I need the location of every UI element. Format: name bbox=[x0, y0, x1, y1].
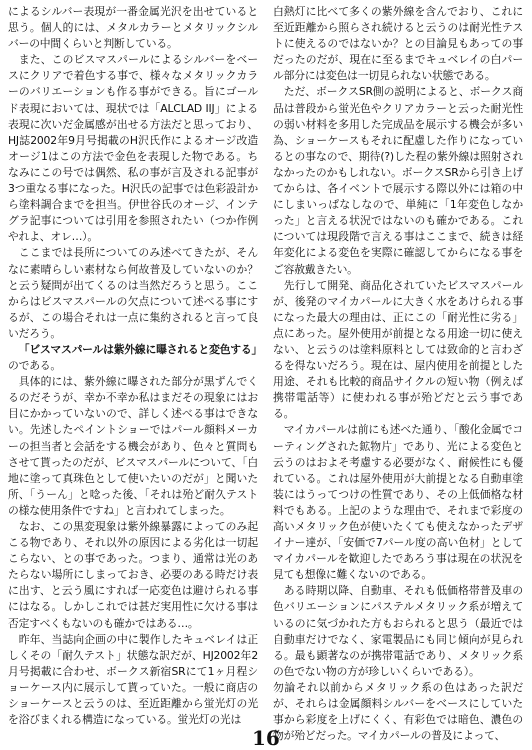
paragraph: 先行して開発、商品化されていたビスマスパールが、後発のマイカパールに大きく水をあけられる事になった最大の理由は、正にこの「耐光性に劣る」点にあった。屋外使用が前提となる用途一切に使えない、と云うのは塗料原料としては致命的と言わざるを得ないだろう。現在は、屋内使用を前提とした用途、それも比較的商品サイクルの短い物（例えば携帯電話等）に使われる事が殆どだと云う事である。 bbox=[273, 278, 523, 421]
paragraph: 白熱灯に比べて多くの紫外線を含んでおり、これに至近距離から照らされ続けると云うのは耐光性テストに使えるのではないか？との目論見もあっての事だったのだが、現在に至るまでキュベレイの白パール部分には変色は一切見られない状態である。 bbox=[273, 5, 523, 83]
left-column bbox=[8, 4, 263, 728]
right-column bbox=[273, 4, 523, 744]
paragraph: 具体的には、紫外線に曝された部分が黒ずんでくるのだそうが、幸か不幸か私はまだその現象にはお目にかかっていないので、詳しく述べる事はできない。先述したペイントショーではパール顔料メーカーの担当者と会話をする機会があり、色々と質問もさせて貰ったのだが、ビスマスパールについて、「白地に塗って真珠色として使いたいのだが」と聞いた所、「うーん」と唸った後、「それは殆ど耐久テストの様な使用条件ですね」と言われてしまった。 bbox=[8, 375, 258, 517]
paragraph: また、このビスマスパールによるシルバーをベースにクリアで着色する事で、様々なメタリックカラーのバリエーションも作る事ができる。旨にゴールド表現においては、現状では「ALCLAD IIJ」による表現に次いだ金属感が出せる方法だと思っており、HJ誌2002年9月号掲載のH沢氏作によるオージ改造オージ1はこの方法で金色を表現した物である。ちなみにこの号では偶然、私の事が言及される記事が3つ重なる事になった。H沢氏の記事では色彩設計から塗料調合までを担当。伊世谷氏のオージ、インテグラ記事については引用を参照されたい（つか作例やれよ、オレ…）。 bbox=[8, 53, 258, 244]
paragraph: 昨年、当誌向企画の中に製作したキュベレイは正しくその「耐久テスト」状態な訳だが、HJ2002年2月号掲載に合わせ、ボークス新宿SRにて1ヶ月程ショーケース内に展示して貰っていた。一般に商店のショーケースと云うのは、至近距離から蛍光灯の光を浴びまくれる構造になっている。蛍光灯の光は bbox=[8, 632, 258, 727]
paragraph: ここまでは長所についてのみ述べてきたが、そんなに素晴らしい素材なら何故普及していないのか？と云う疑問が出てくるのは当然だろうと思う。ここからはビスマスパールの欠点について述べる事にするが、この場合それは一点に集約されると言って良いだろう。 bbox=[8, 246, 258, 340]
paragraph: 勿論それ以前からメタリック系の色はあった訳だが、それらは金属顔料シルバーをベースにしていた事から彩度を上げにくく、有彩色では暗色、濃色の物が殆どだった。マイカパールの普及によって、 bbox=[273, 680, 523, 743]
paragraph: なお、この黒変現象は紫外線暴露によってのみ起こる物であり、それ以外の原因による劣化は一切起こらない、との事であった。つまり、通常は光のあたらない場所にしまっておき、必要のある時だけ表に出す、と云う風にすれば一応変色は避けられる事にはなる。しかしこれでは甚だ実用性に欠ける事は否定すべくもないのも確かではある…。 bbox=[8, 520, 258, 630]
paragraph: ある時期以降、自動車、それも低価格帯普及車の色バリエーションにパステルメタリック系が増えているのに気づかれた方もおられると思う（最近では自動車だけでなく、家電製品にも同じ傾向が見られる。最も顕著なのが携帯電話であり、メタリック系の色でない物の方が珍しいくらいである）。 bbox=[273, 584, 523, 678]
paragraph: によるシルバー表現が一番金属光沢を出せていると思う。個人的には、メタルカラーとメタリックシルバーの中間くらいと判断している。 bbox=[8, 5, 258, 51]
paragraph: マイカパールは前にも述べた通り、「酸化金属でコーティングされた鉱物片」であり、光による変色と云うのはおよそ考慮する必要がなく、耐候性にも優れている。これは屋外使用が大前提となる自動車塗装にはうってつけの性質であり、その上低価格な材料でもある。上記のような理由で、それまで彩度の高いメタリック色が使いたくても使えなかったデザイナー達が、「安価で7パール度の高い色材」としてマイカパールを歓迎したであろう事は現在の状況を見ても想像に難くないのである。 bbox=[273, 423, 523, 582]
paragraph: のである。 bbox=[8, 359, 61, 373]
emphasis-statement: 「ビスマスパールは紫外線に曝されると変色する」 bbox=[18, 342, 263, 356]
paragraph: ただ、ボークスSR側の説明によると、ボークス商品は普段から蛍光色やクリアカラーと云った耐光性の弱い材料を多用した完成品を展示する機会が多い為、ショーケースもそれに配慮した作りになっているとの事なので、期待(?)した程の紫外線は照射されなかったのかもしれない。ボークスSRから引き上げてからは、各イベントで展示する際以外には箱の中にしまいっぱなしなので、単純に「1年変色しなかった」と言える状況ではないのも確かである。これについては現段階で言える事はここまで、続きは経年変化による変色を実際に確認してからになる事をご容赦戴きたい。 bbox=[273, 85, 523, 276]
page-number: 16 bbox=[252, 726, 280, 750]
